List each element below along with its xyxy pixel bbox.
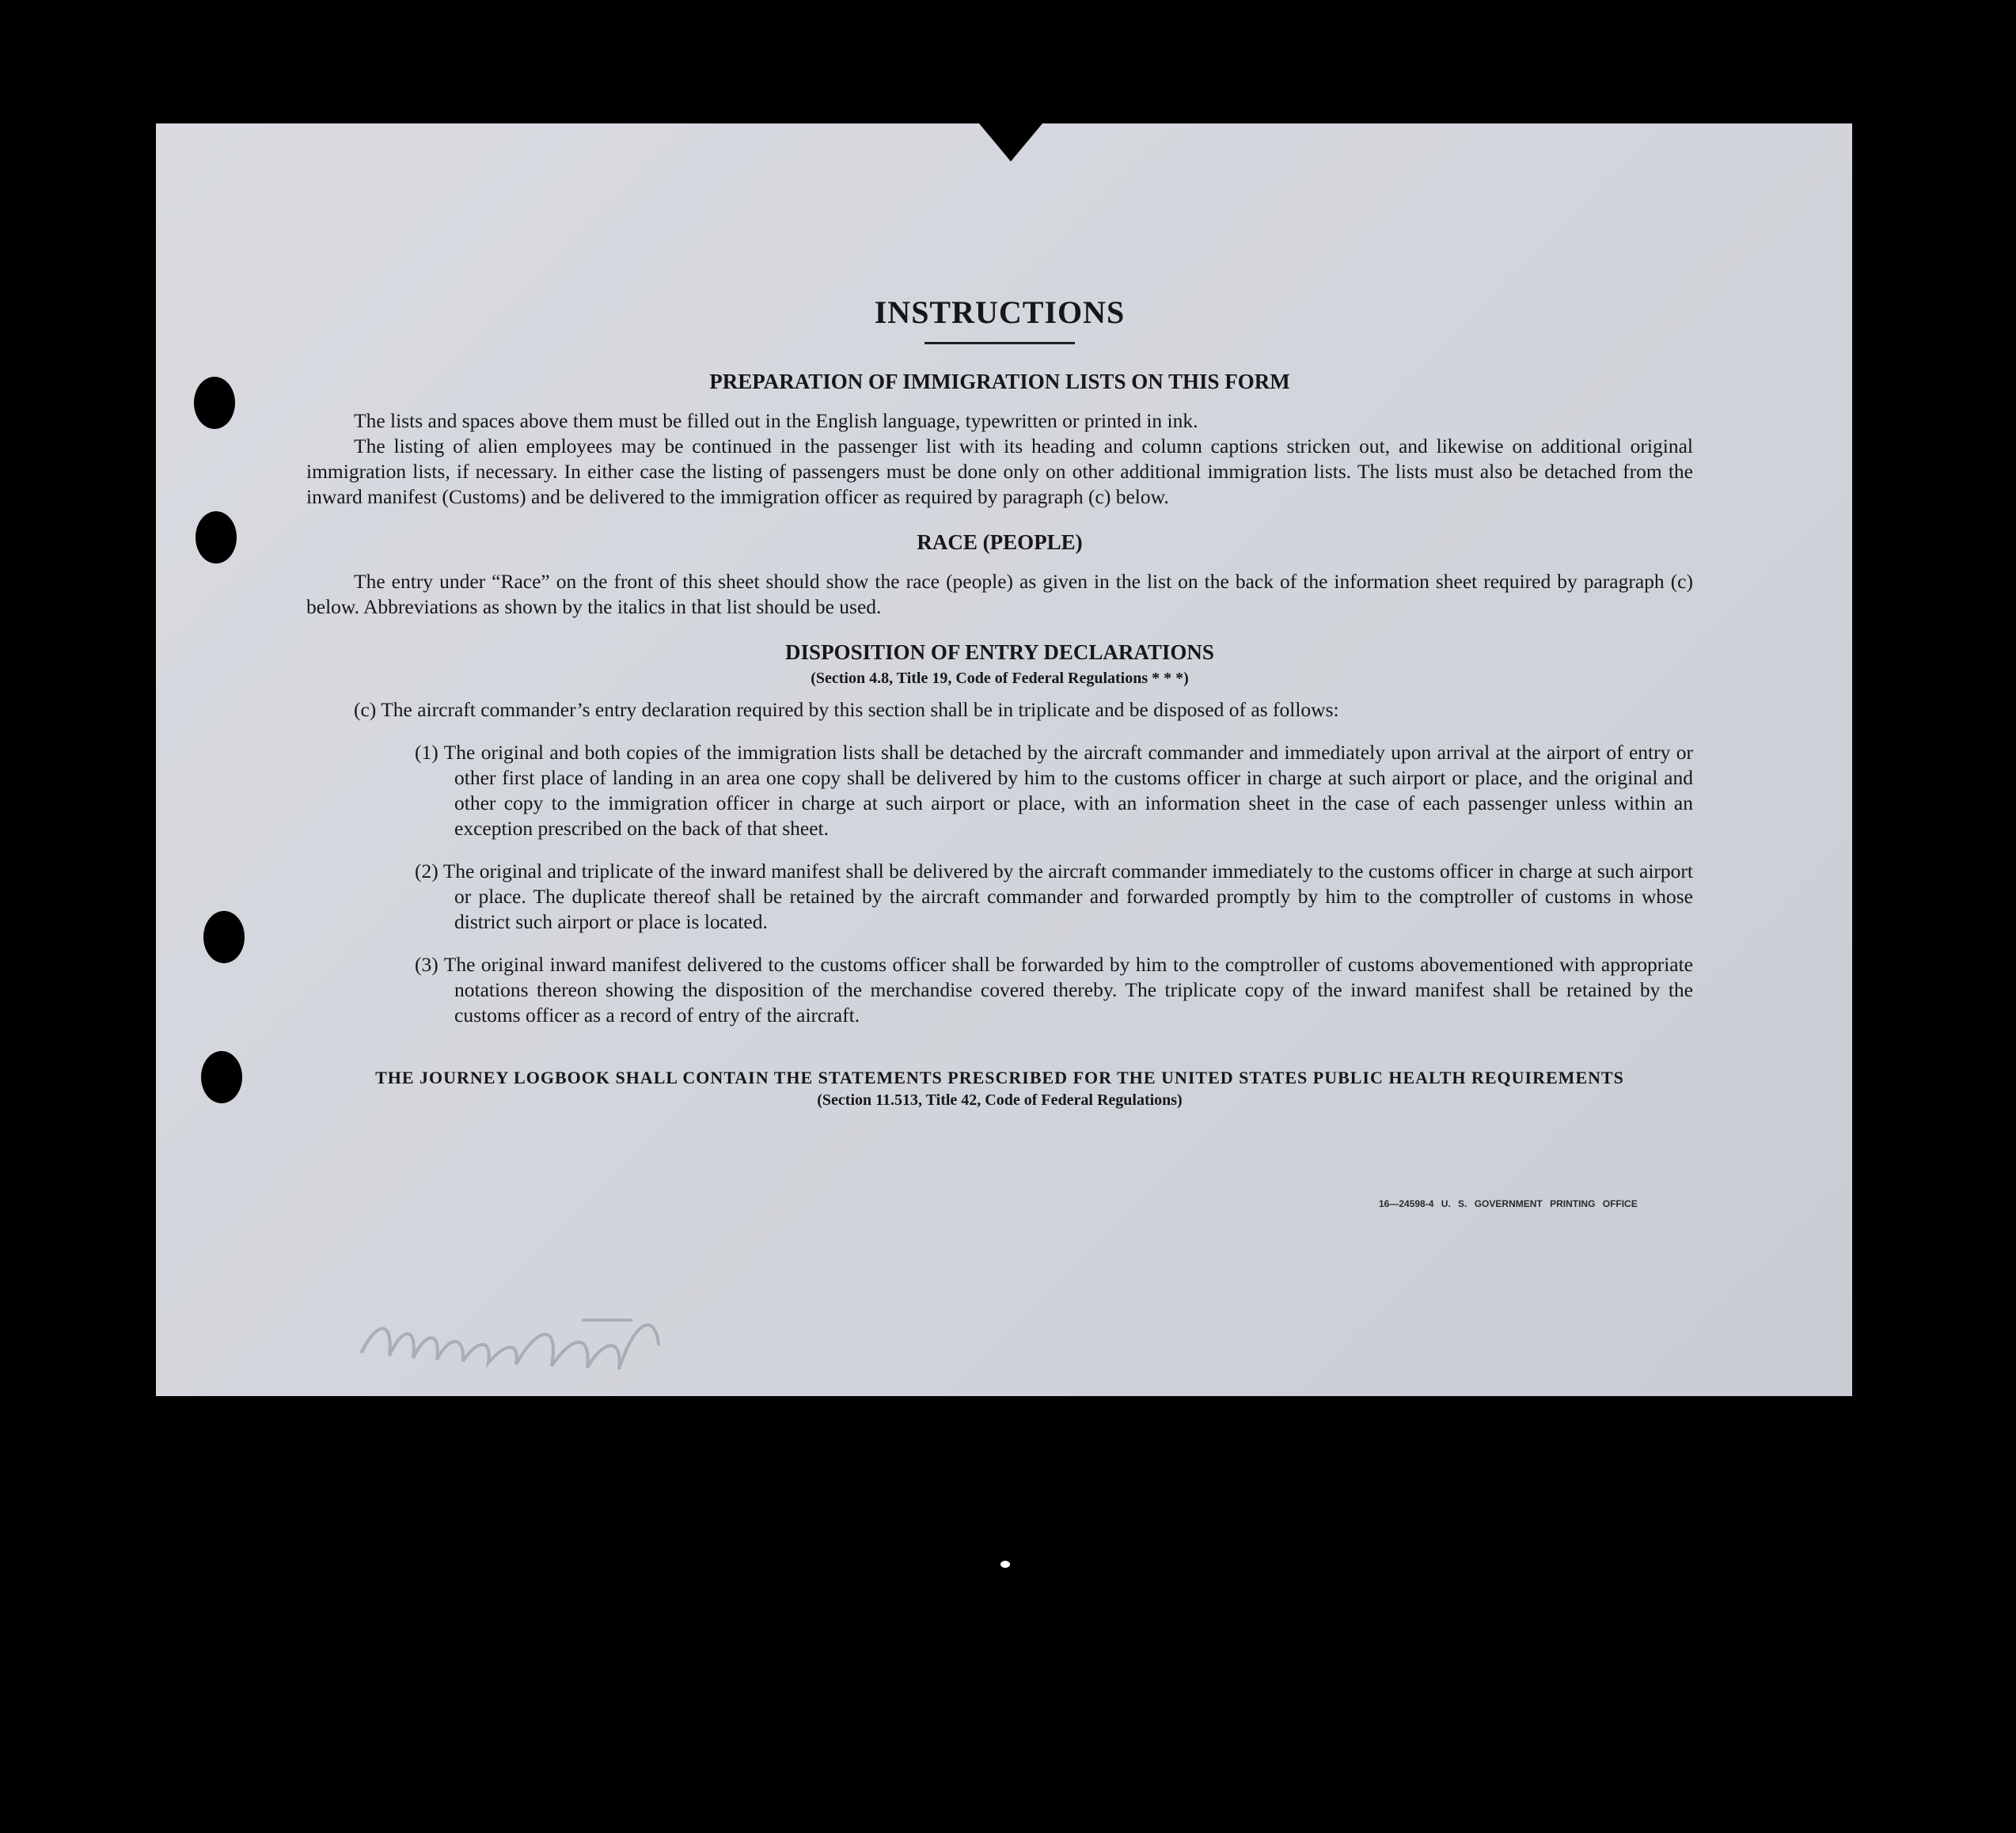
punch-hole xyxy=(194,377,235,429)
bleed-through-text xyxy=(884,171,890,198)
instructions-content xyxy=(306,294,1693,1110)
punch-hole xyxy=(203,911,245,963)
disposition-intro: (c) The aircraft commander’s entry declaration required by this section shall be in triplicate and be disposed of as follows: xyxy=(354,698,1339,721)
closing-statement: THE JOURNEY LOGBOOK SHALL CONTAIN THE STATEMENTS PRESCRIBED FOR THE UNITED STATES PUBLIC HEALTH REQUIREMENTS xyxy=(375,1068,1624,1087)
punch-hole xyxy=(196,511,237,564)
signature-bleed-through xyxy=(346,1296,678,1383)
punch-hole xyxy=(201,1051,242,1103)
document-sheet xyxy=(156,123,1852,1396)
disposition-item-1: (1) The original and both copies of the immigration lists shall be detached by the aircraft commander and immediately upon arrival at the airport of entry or other first place of landing in an area one copy shall be delivered by him to the customs officer in charge at such airport or place, and the original and other copy to the immigration officer in charge at such airport or place, with an information sheet in the case of each passenger unless within an exception prescribed on the back of that sheet. xyxy=(415,741,1693,840)
title-underline xyxy=(924,342,1075,344)
section-heading-race: RACE (PEOPLE) xyxy=(917,530,1083,554)
race-paragraph: The entry under “Race” on the front of this sheet should show the race (people) as given in the list on the back of the information sheet required by paragraph (c) below. Abbreviations as shown by the italics in that list should be used. xyxy=(306,570,1693,618)
section-heading-disposition: DISPOSITION OF ENTRY DECLARATIONS xyxy=(785,640,1214,664)
preparation-paragraph-1: The lists and spaces above them must be filled out in the English language, typewritten or printed in ink. xyxy=(354,409,1198,432)
preparation-paragraph-2: The listing of alien employees may be continued in the passenger list with its heading and column captions stricken out, and likewise on additional original immigration lists, if necessary. In either case the listing of passengers must be done only on other additional immigration lists. The lists must also be detached from the inward manifest (Customs) and be delivered to the immigration officer as required by paragraph (c) below. xyxy=(306,435,1693,508)
page-title: INSTRUCTIONS xyxy=(874,294,1126,330)
disposition-item-2: (2) The original and triplicate of the inward manifest shall be delivered by the aircraft commander immediately to the customs officer in charge at such airport or place. The duplicate thereof shall be retained by the aircraft commander and forwarded promptly by him to the comptroller of customs in whose district such airport or place is located. xyxy=(415,860,1693,933)
disposition-item-3: (3) The original inward manifest delivered to the customs officer shall be forwarded by him to the comptroller of customs abovementioned with appropriate notations thereon showing the disposition of the merchandise covered thereby. The triplicate copy of the inward manifest shall be retained by the customs officer as a record of entry of the aircraft. xyxy=(415,953,1693,1027)
disposition-citation: (Section 4.8, Title 19, Code of Federal Regulations * * *) xyxy=(811,670,1189,687)
dust-speck xyxy=(1000,1561,1010,1568)
printer-mark: 16—24598-4 U. S. GOVERNMENT PRINTING OFFICE xyxy=(1379,1198,1638,1209)
section-heading-preparation: PREPARATION OF IMMIGRATION LISTS ON THIS FORM xyxy=(709,370,1290,393)
paper-tear xyxy=(979,123,1042,161)
closing-citation: (Section 11.513, Title 42, Code of Federal Regulations) xyxy=(817,1091,1183,1109)
